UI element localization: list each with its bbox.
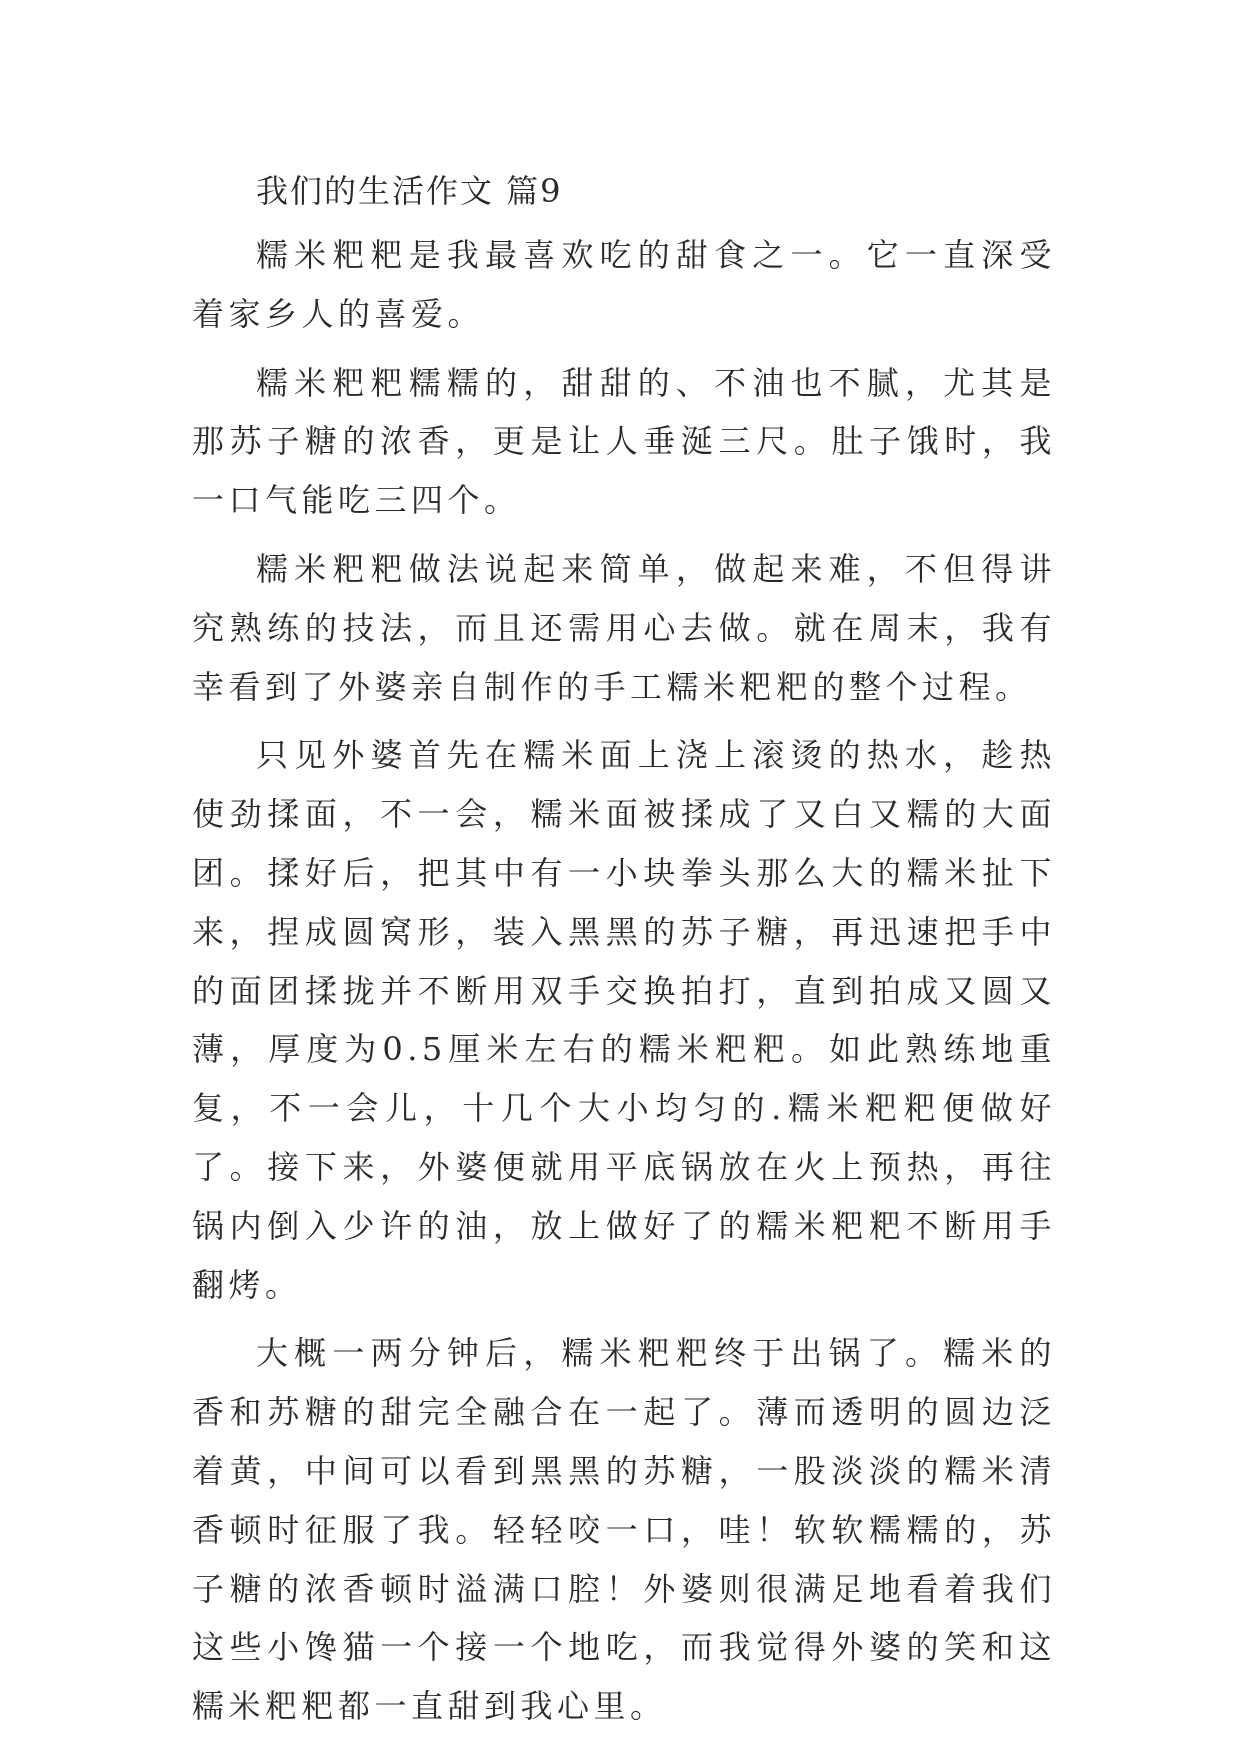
- paragraph-3: 糯米粑粑做法说起来简单，做起来难，不但得讲究熟练的技法，而且还需用心去做。就在周末，我有幸看到了外婆亲自制作的手工糯米粑粑的整个过程。: [192, 549, 1056, 706]
- paragraph-2: 糯米粑粑糯糯的，甜甜的、不油也不腻，尤其是那苏子糖的浓香，更是让人垂涎三尺。肚子饿时，我一口气能吃三四个。: [192, 363, 1056, 520]
- paragraph-5: 大概一两分钟后，糯米粑粑终于出锅了。糯米的香和苏糖的甜完全融合在一起了。薄而透明的圆边泛着黄，中间可以看到黑黑的苏糖，一股淡淡的糯米清香顿时征服了我。轻轻咬一口，哇！软软糯糯的，苏子糖的浓香顿时溢满口腔！外婆则很满足地看着我们这些小馋猫一个接一个地吃，而我觉得外婆的笑和这糯米粑粑都一直甜到我心里。: [192, 1334, 1056, 1726]
- paragraph-4: 只见外婆首先在糯米面上浇上滚烫的热水，趁热使劲揉面，不一会，糯米面被揉成了又白又糯的大面团。揉好后，把其中有一小块拳头那么大的糯米扯下来，捏成圆窝形，装入黑黑的苏子糖，再迅速把手中的面团揉拢并不断用双手交换拍打，直到拍成又圆又薄，厚度为0.5厘米左右的糯米粑粑。如此熟练地重复，不一会儿，十几个大小均匀的.糯米粑粑便做好了。接下来，外婆便就用平底锅放在火上预热，再往锅内倒入少许的油，放上做好了的糯米粑粑不断用手翻烤。: [192, 736, 1056, 1304]
- essay-title: 我们的生活作文 篇9: [256, 172, 563, 210]
- paragraph-1: 糯米粑粑是我最喜欢吃的甜食之一。它一直深受着家乡人的喜爱。: [192, 236, 1056, 333]
- document-body: [192, 162, 1056, 1746]
